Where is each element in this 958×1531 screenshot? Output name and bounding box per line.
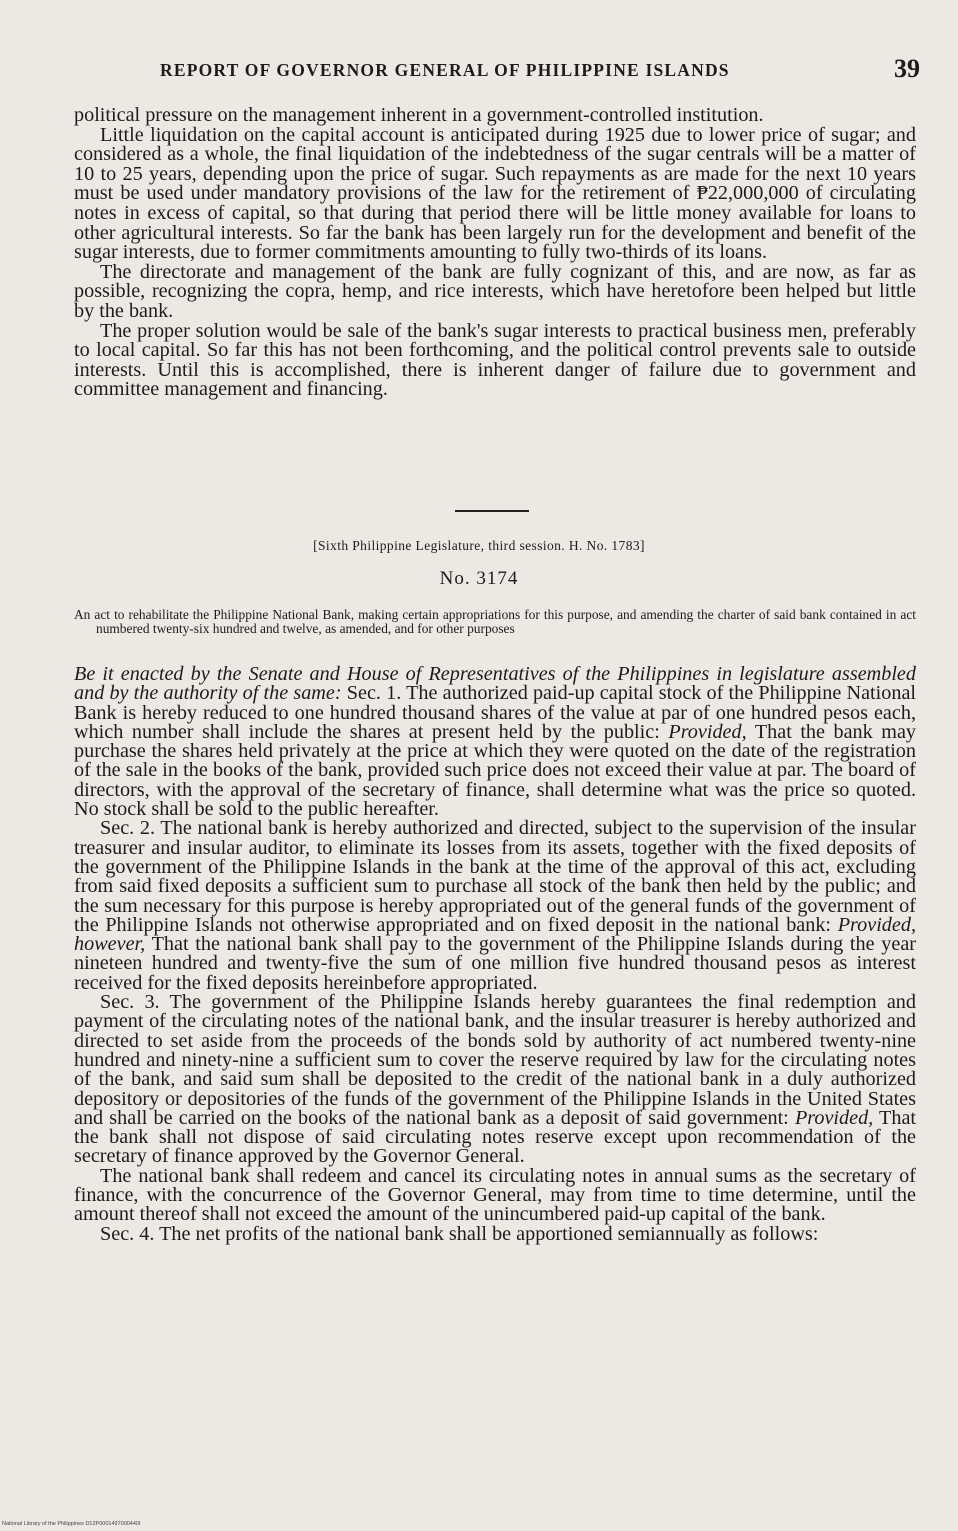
section-label: Sec. 4. (100, 1222, 155, 1245)
paragraph: political pressure on the management inherent in a government-controlled institution. (74, 104, 764, 126)
act-section-4 (74, 1222, 916, 1245)
proviso: Provided, (668, 720, 747, 743)
act-body (74, 665, 916, 1244)
running-head (160, 54, 920, 83)
page-number: 39 (894, 54, 920, 83)
section-text: The authorized paid-up capital stock of the Philippine National Bank is hereby reduced to one hundred thousand shares of the value at par of one hundred pesos each, which number shall include the shares at present held by the public: (74, 682, 917, 743)
act-number: No. 3174 (439, 568, 519, 589)
act-section-3 (74, 993, 916, 1167)
paragraph: The proper solution would be sale of the bank's sugar interests to practical business men, preferably to local capital. So far this has not been forthcoming, and the political control prevents sale to outside interests. Until this is accomplished, there is inherent danger of failure due to government and committee management and financing. (74, 319, 916, 401)
report-body (74, 106, 916, 400)
proviso: Provided, however, (74, 913, 916, 956)
paragraph: Little liquidation on the capital account is anticipated during 1925 due to lower price of sugar; and considered as a whole, the final liquidation of the indebtedness of the sugar centrals will be a matter of 10 to 25 years, depending upon the price of sugar. Such repayments as are made for the next 10 years must be used under mandatory provisions of the law for the retirement of ₱22,000,000 of circulating notes in excess of capital, so that during that period there will be little money available for loans to other agricultural interests. So far the bank has been largely run for the development and benefit of the sugar interests, due to former commitments amounting to fully two-thirds of its loans. (74, 123, 916, 264)
proviso: Provided, (794, 1106, 874, 1129)
scan-footer: National Library of the Philippines D12P0001497000440I (2, 1521, 141, 1527)
section-text: The net profits of the national bank shall be apportioned semiannually as follows: (159, 1222, 819, 1245)
section-text: That the bank shall not dispose of said circulating notes reserve except upon recommendation of the secretary of finance approved by the Governor General. (74, 1106, 917, 1168)
section-text: That the national bank shall pay to the government of the Philippine Islands during the year nineteen hundred and twenty-five the sum of one million five hundred thousand pesos as interest received for the fixed deposits hereinbefore appropriated. (74, 933, 917, 994)
section-label: Sec. 3. (100, 991, 160, 1014)
section-label: Sec. 1. (346, 682, 402, 705)
act-title: An act to rehabilitate the Philippine National Bank, making certain appropriations for this purpose, and amending the charter of said bank contained in act numbered twenty-six hundred and twelve, as amended, and for other purposes (74, 607, 916, 636)
act-source: [Sixth Philippine Legislature, third session. H. No. 1783] (313, 538, 645, 553)
running-title: REPORT OF GOVERNOR GENERAL OF PHILIPPINE ISLANDS (160, 60, 730, 80)
act-section-3-continued: The national bank shall redeem and cancel its circulating notes in annual sums as the secretary of finance, with the concurrence of the Governor General, may from time to time determine, until the amount thereof shall not exceed the amount of the unincumbered paid-up capital of the bank. (74, 1164, 916, 1226)
act-section-2 (74, 819, 916, 993)
act-section-1 (74, 665, 916, 819)
section-text: The government of the Philippine Islands hereby guarantees the final redemption and payment of the circulating notes of the national bank, and the insular treasurer is hereby authorized and directed to set aside from the proceeds of the bonds sold by authority of act numbered twenty-nine hundred and ninety-nine a sufficient sum to cover the reserve required by law for the circulating notes of the bank, and said sum shall be deposited to the credit of the national bank in a duly authorized depository or depositories of the funds of the government of the Philippine Islands in the United States and shall be carried on the books of the national bank as a deposit of said government: (74, 991, 916, 1129)
section-divider (455, 510, 529, 512)
section-text: That the bank may purchase the shares held privately at the price at which they were quoted on the date of the registration of the sale in the books of the bank, provided such price does not exceed their value at par. The board of directors, with the approval of the secretary of finance, shall determine what was the price so quoted. No stock shall be sold to the public hereafter. (74, 720, 917, 821)
section-label: Sec. 2. (100, 817, 156, 840)
enacting-clause: Be it enacted by the Senate and House of Representatives of the Philippines in legislature assembled and by the authority of the same: (74, 663, 916, 705)
section-text: The national bank is hereby authorized and directed, subject to the supervision of the insular treasurer and insular auditor, to eliminate its losses from its assets, together with the fixed deposits of the government of the Philippine Islands in the bank at the time of the approval of this act, excluding from said fixed deposits a sufficient sum to purchase all stock of the bank then held by the public; and the sum necessary for this purpose is hereby appropriated out of the general funds of the government of the Philippine Islands not otherwise appropriated and on fixed deposit in the national bank: (74, 817, 916, 936)
paragraph: The directorate and management of the bank are fully cognizant of this, and are now, as far as possible, recognizing the copra, hemp, and rice interests, which have heretofore been helped but little by the bank. (74, 260, 916, 322)
